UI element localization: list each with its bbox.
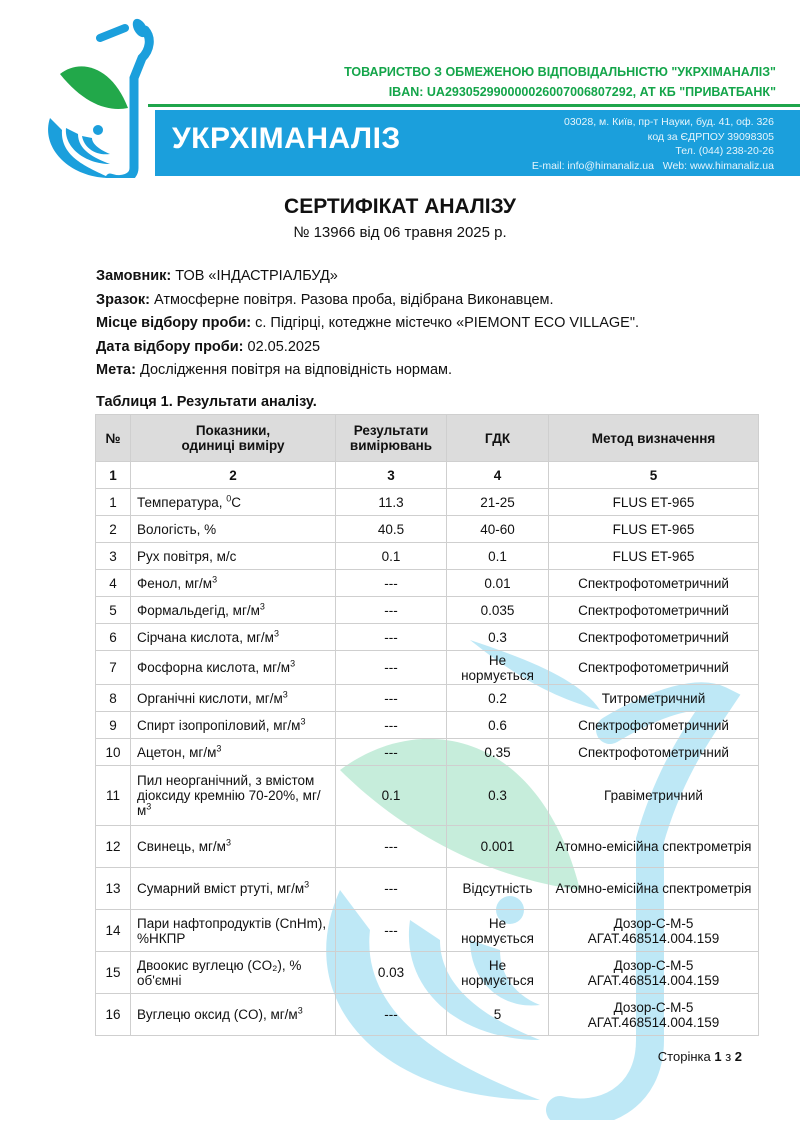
unit-superscript: 3 <box>259 601 265 611</box>
header-divider <box>148 104 800 107</box>
date-line <box>96 336 639 360</box>
row-number: 13 <box>96 868 131 910</box>
row-number: 12 <box>96 826 131 868</box>
row-method: Спектрофотометричний <box>549 624 759 651</box>
unit-superscript: 3 <box>212 574 218 584</box>
row-number: 14 <box>96 910 131 952</box>
row-number: 8 <box>96 685 131 712</box>
row-method: Дозор-С-М-5 АГАТ.468514.004.159 <box>549 910 759 952</box>
customer-label: Замовник: <box>96 268 172 284</box>
row-number: 6 <box>96 624 131 651</box>
results-table <box>95 414 759 1036</box>
row-result: --- <box>336 712 447 739</box>
column-number: 2 <box>131 462 336 489</box>
row-number: 15 <box>96 952 131 994</box>
unit-superscript: 3 <box>290 658 296 669</box>
table-row <box>96 685 759 712</box>
row-result: --- <box>336 868 447 910</box>
row-indicator <box>131 624 336 651</box>
row-gdk: 40-60 <box>447 516 549 543</box>
header-method: Метод визначення <box>549 415 759 462</box>
row-indicator <box>131 570 336 597</box>
row-method: Атомно-емісійна спектрометрія <box>549 826 759 868</box>
table-row <box>96 994 759 1036</box>
page-separator: з <box>721 1049 735 1064</box>
header-gdk: ГДК <box>447 415 549 462</box>
row-result: --- <box>336 651 447 685</box>
table-row <box>96 543 759 570</box>
row-method: FLUS ET-965 <box>549 543 759 570</box>
row-indicator <box>131 739 336 766</box>
row-gdk: 0.35 <box>447 739 549 766</box>
indicator-text: Свинець, мг/м <box>137 839 226 854</box>
indicator-text: Температура, <box>137 494 227 510</box>
row-result: 0.03 <box>336 952 447 994</box>
row-method: Спектрофотометричний <box>549 570 759 597</box>
indicator-text: Вуглецю оксид (CO), мг/м <box>137 1007 298 1022</box>
page-total: 2 <box>734 1049 742 1064</box>
row-gdk: 0.1 <box>447 543 549 570</box>
customer-value: ТОВ «ІНДАСТРІАЛБУД» <box>171 268 338 284</box>
row-number: 10 <box>96 739 131 766</box>
indicator-text: Органічні кислоти, мг/м <box>137 690 283 706</box>
table-row <box>96 651 759 685</box>
company-edrpou: код за ЄДРПОУ 39098305 <box>647 130 774 143</box>
row-number: 3 <box>96 543 131 570</box>
sample-line <box>96 289 639 313</box>
row-method: Спектрофотометричний <box>549 739 759 766</box>
date-value: 02.05.2025 <box>243 338 321 355</box>
row-gdk: 0.6 <box>447 712 549 739</box>
row-method: FLUS ET-965 <box>549 516 759 543</box>
row-gdk: 21-25 <box>447 489 549 516</box>
indicator-text: Рух повітря, м/с <box>137 548 237 564</box>
indicator-text: Фосфорна кислота, мг/м <box>137 660 291 675</box>
table-caption: Таблиця 1. Результати аналізу. <box>96 394 317 410</box>
goal-line <box>96 359 639 383</box>
header-indicator-line1: Показники, <box>195 423 271 438</box>
indicator-text: Сірчана кислота, мг/м <box>137 629 274 645</box>
column-number-row <box>96 462 759 489</box>
row-method: Атомно-емісійна спектрометрія <box>549 868 759 910</box>
company-phone: Тел. (044) 238-20-26 <box>675 145 774 157</box>
row-result: 11.3 <box>336 489 447 516</box>
row-number: 9 <box>96 712 131 739</box>
unit-superscript: 3 <box>304 879 310 890</box>
indicator-text: Двоокис вуглецю (CO₂), % об'ємні <box>137 957 302 988</box>
row-indicator <box>131 994 336 1036</box>
unit-superscript: 3 <box>216 743 222 753</box>
row-result: --- <box>336 624 447 651</box>
row-number: 16 <box>96 994 131 1036</box>
row-indicator <box>131 910 336 952</box>
row-result: --- <box>336 910 447 952</box>
unit-superscript: 3 <box>146 801 152 812</box>
row-gdk: Не нормується <box>447 952 549 994</box>
company-header <box>344 62 776 102</box>
table-row <box>96 766 759 826</box>
column-number: 5 <box>549 462 759 489</box>
row-indicator <box>131 685 336 712</box>
header-number: № <box>96 415 131 462</box>
document-number: № 13966 від 06 травня 2025 р. <box>293 224 507 241</box>
row-gdk: Не нормується <box>447 910 549 952</box>
indicator-text: Пил неорганічний, з вмістом діоксиду кремнію 70-20%, мг/м <box>137 773 321 818</box>
row-result: 0.1 <box>336 766 447 826</box>
company-email-web: E-mail: info@himanaliz.ua Web: www.himanaliz.ua <box>531 159 774 172</box>
row-method: FLUS ET-965 <box>549 489 759 516</box>
row-method: Спектрофотометричний <box>549 597 759 624</box>
row-method: Титрометричний <box>549 685 759 712</box>
table-row <box>96 826 759 868</box>
row-result: --- <box>336 994 447 1036</box>
indicator-text: Ацетон, мг/м <box>137 744 217 760</box>
row-result: --- <box>336 570 447 597</box>
unit-superscript: 3 <box>225 837 231 848</box>
row-number: 4 <box>96 570 131 597</box>
row-indicator <box>131 543 336 570</box>
table-body <box>96 489 759 1036</box>
row-gdk: 0.3 <box>447 766 549 826</box>
row-indicator <box>131 489 336 516</box>
row-result: --- <box>336 739 447 766</box>
row-gdk: 5 <box>447 994 549 1036</box>
header-result <box>336 415 447 462</box>
company-iban: IBAN: UA293052990000026007006807292, АТ КБ "ПРИВАТБАНК" <box>388 85 776 99</box>
row-number: 7 <box>96 651 131 685</box>
place-label: Місце відбору проби: <box>96 315 252 331</box>
row-indicator <box>131 516 336 543</box>
header-indicator-line2: одиниці виміру <box>181 438 285 453</box>
row-result: --- <box>336 597 447 624</box>
place-value: с. Підгірці, котеджне містечко «PIEMONT ECO VILLAGE". <box>251 315 640 331</box>
unit-superscript: 0 <box>226 493 232 503</box>
row-method: Дозор-С-М-5 АГАТ.468514.004.159 <box>549 952 759 994</box>
row-gdk: 0.3 <box>447 624 549 651</box>
row-number: 2 <box>96 516 131 543</box>
indicator-text: Пари нафтопродуктів (CnHm), %НКПР <box>137 915 327 946</box>
unit-superscript: 3 <box>297 1005 303 1016</box>
row-indicator <box>131 597 336 624</box>
row-gdk: 0.035 <box>447 597 549 624</box>
row-method: Гравіметричний <box>549 766 759 826</box>
row-indicator <box>131 651 336 685</box>
page-indicator <box>658 1049 742 1064</box>
unit-superscript: 3 <box>273 628 279 638</box>
indicator-text: Вологість, % <box>137 521 217 537</box>
page-current: 1 <box>714 1049 722 1064</box>
company-contacts <box>532 115 774 173</box>
row-number: 11 <box>96 766 131 826</box>
place-line <box>96 312 639 336</box>
customer-line <box>96 265 639 289</box>
row-indicator <box>131 712 336 739</box>
sample-value: Атмосферне повітря. Разова проба, відібрана Виконавцем. <box>149 291 554 308</box>
table-row <box>96 712 759 739</box>
column-number: 3 <box>336 462 447 489</box>
row-number: 5 <box>96 597 131 624</box>
unit-superscript: 3 <box>300 716 306 726</box>
company-full-name: ТОВАРИСТВО З ОБМЕЖЕНОЮ ВІДПОВІДАЛЬНІСТЮ "УКРХІМАНАЛІЗ" <box>344 65 776 79</box>
indicator-text: Фенол, мг/м <box>137 575 213 591</box>
row-gdk: Відсутність <box>447 868 549 910</box>
row-result: --- <box>336 826 447 868</box>
row-gdk: Не нормується <box>447 651 549 685</box>
table-row <box>96 739 759 766</box>
table-header-row <box>96 415 759 462</box>
date-label: Дата відбору проби: <box>96 338 244 355</box>
table-row <box>96 952 759 994</box>
row-gdk: 0.01 <box>447 570 549 597</box>
row-indicator <box>131 826 336 868</box>
indicator-text: Формальдегід, мг/м <box>137 602 260 618</box>
row-result: --- <box>336 685 447 712</box>
header-result-line1: Результати <box>353 423 429 438</box>
unit-suffix: C <box>231 494 242 510</box>
header-result-line2: вимірювань <box>349 438 433 453</box>
company-address: 03028, м. Київ, пр-т Науки, буд. 41, оф. 326 <box>564 116 774 128</box>
row-gdk: 0.001 <box>447 826 549 868</box>
row-result: 0.1 <box>336 543 447 570</box>
column-number: 4 <box>447 462 549 489</box>
row-result: 40.5 <box>336 516 447 543</box>
table-row <box>96 570 759 597</box>
goal-label: Мета: <box>96 362 136 378</box>
row-method: Спектрофотометричний <box>549 651 759 685</box>
table-row <box>96 910 759 952</box>
table-row <box>96 516 759 543</box>
sample-label: Зразок: <box>96 291 150 308</box>
brand-name: УКРХІМАНАЛІЗ <box>172 122 401 155</box>
flask-leaf-logo-icon <box>30 18 170 178</box>
indicator-text: Сумарний вміст ртуті, мг/м <box>137 881 305 896</box>
row-indicator <box>131 766 336 826</box>
table-row <box>96 868 759 910</box>
row-method: Дозор-С-М-5 АГАТ.468514.004.159 <box>549 994 759 1036</box>
unit-superscript: 3 <box>282 689 288 699</box>
row-method: Спектрофотометричний <box>549 712 759 739</box>
sample-info <box>96 265 639 383</box>
goal-value: Дослідження повітря на відповідність нормам. <box>135 362 453 378</box>
table-row <box>96 597 759 624</box>
document-title: СЕРТИФІКАТ АНАЛІЗУ <box>284 195 516 218</box>
table-row <box>96 489 759 516</box>
table-row <box>96 624 759 651</box>
header-indicator <box>131 415 336 462</box>
page-label: Сторінка <box>657 1049 715 1064</box>
row-indicator <box>131 868 336 910</box>
indicator-text: Спирт ізопропіловий, мг/м <box>137 717 301 733</box>
column-number: 1 <box>96 462 131 489</box>
row-number: 1 <box>96 489 131 516</box>
row-gdk: 0.2 <box>447 685 549 712</box>
row-indicator <box>131 952 336 994</box>
